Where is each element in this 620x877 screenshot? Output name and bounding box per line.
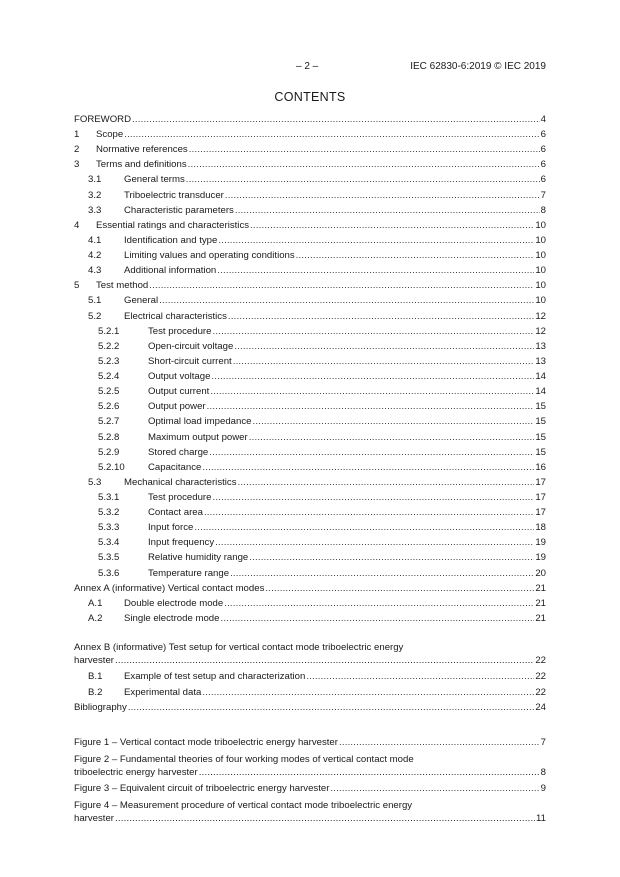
toc-entry-title: Limiting values and operating conditions	[124, 250, 295, 262]
toc-entry-title: Short-circuit current	[148, 355, 232, 367]
toc-entry-title: Contact area	[148, 507, 203, 519]
toc-entry-title: Input frequency	[148, 537, 215, 549]
toc-entry[interactable]	[74, 521, 546, 534]
toc-entry-title: Output current	[148, 386, 210, 398]
figure-title: Figure 2 – Fundamental theories of four working modes of vertical contact mode	[74, 754, 414, 765]
toc-entry-number: 5.3.4	[98, 537, 120, 549]
toc-entry[interactable]	[74, 431, 546, 444]
toc-entry-number: A.1	[88, 597, 103, 609]
toc-leader	[188, 158, 540, 171]
toc-entry-page: 13	[535, 340, 546, 352]
document-id: IEC 62830-6:2019 © IEC 2019	[410, 61, 546, 72]
toc-entry[interactable]	[74, 189, 546, 202]
figure-entry-1[interactable]	[74, 736, 546, 749]
toc-leader	[212, 325, 534, 338]
toc-entry-title: Terms and definitions	[96, 159, 187, 171]
toc-entry-page: 15	[535, 431, 546, 443]
toc-entry-title: General	[124, 295, 159, 307]
toc-entry-number: 5.2.10	[98, 461, 125, 473]
toc-leader	[249, 431, 535, 444]
figure-entry-4[interactable]	[74, 799, 546, 825]
toc-entry-number: 4	[74, 219, 80, 231]
toc-entry[interactable]	[74, 597, 546, 610]
toc-leader	[296, 249, 535, 262]
toc-entry-number: 5.2.6	[98, 401, 120, 413]
toc-leader	[207, 400, 535, 413]
toc-entry-title: Mechanical characteristics	[124, 476, 237, 488]
toc-leader	[220, 612, 534, 625]
toc-entry-page: 6	[540, 174, 546, 186]
toc-entry-page: 14	[535, 371, 546, 383]
toc-entry-number: 5.2.4	[98, 371, 120, 383]
toc-leader	[132, 113, 540, 126]
toc-entry-title: Test procedure	[148, 492, 212, 503]
toc-entry-title: Characteristic parameters	[124, 204, 234, 216]
toc-entry-page: 21	[535, 597, 546, 609]
toc-entry-number: 5.2.5	[98, 386, 120, 398]
toc-leader	[124, 128, 539, 141]
toc-entry[interactable]	[74, 219, 546, 232]
toc-entry-title: FOREWORD	[74, 114, 132, 125]
figure-page: 7	[540, 737, 546, 748]
toc-leader	[189, 143, 540, 156]
toc-entry-page: 17	[535, 507, 546, 519]
toc-entry-title: Experimental data	[124, 686, 202, 698]
figure-title: Figure 4 – Measurement procedure of vertical contact mode triboelectric energy	[74, 800, 413, 811]
toc-entry-page: 20	[535, 567, 546, 579]
toc-entry-title: Capacitance	[148, 461, 202, 473]
toc-leader	[128, 701, 535, 714]
toc-entry-number: 5.2.2	[98, 340, 120, 352]
toc-entry-page: 6	[540, 144, 546, 156]
toc-entry-number: B.2	[88, 686, 103, 698]
toc-leader	[149, 279, 534, 292]
toc-entry-title: Output power	[148, 401, 206, 413]
toc-entry[interactable]	[74, 612, 546, 625]
toc-entry-title: Annex B (informative) Test setup for vertical contact mode triboelectric energy	[74, 642, 404, 653]
toc-leader	[186, 173, 540, 186]
toc-entry-page: 15	[535, 416, 546, 428]
toc-entry-title: Essential ratings and characteristics	[96, 219, 250, 231]
toc-entry-title: Electrical characteristics	[124, 310, 227, 322]
toc-entry-number: 1	[74, 129, 80, 141]
toc-leader	[211, 370, 534, 383]
toc-leader	[204, 506, 534, 519]
figure-title-cont: triboelectric energy harvester	[74, 767, 198, 778]
toc-leader	[339, 736, 540, 749]
toc-entry-number: B.1	[88, 671, 103, 682]
toc-leader	[209, 446, 534, 459]
toc-entry-page: 17	[535, 492, 546, 503]
toc-leader	[306, 670, 534, 683]
toc-entry[interactable]	[74, 310, 546, 323]
toc-leader	[199, 766, 540, 779]
figure-title: Figure 3 – Equivalent circuit of triboelectric energy harvester	[74, 783, 330, 794]
toc-entry-page: 15	[535, 401, 546, 413]
toc-entry[interactable]	[74, 279, 546, 292]
toc-entry-page: 13	[535, 355, 546, 367]
toc-entry-page: 8	[540, 204, 546, 216]
toc-entry-page: 19	[535, 552, 546, 564]
toc-entry-page: 10	[535, 295, 546, 307]
toc-entry-number: 3.1	[88, 174, 102, 186]
toc-entry[interactable]	[74, 491, 546, 504]
toc-entry-page: 12	[535, 310, 546, 322]
toc-entry-number: 5.2.7	[98, 416, 120, 428]
toc-entry-page: 22	[535, 686, 546, 698]
toc-entry-title: Identification and type	[124, 234, 218, 246]
toc-entry-page: 17	[535, 476, 546, 488]
toc-leader	[202, 461, 534, 474]
toc-leader	[252, 415, 534, 428]
toc-entry[interactable]	[74, 461, 546, 474]
page-header	[0, 61, 620, 75]
toc-leader	[250, 219, 534, 232]
toc-entry[interactable]	[74, 173, 546, 186]
toc-entry[interactable]	[74, 113, 546, 126]
page-number: – 2 –	[296, 61, 319, 72]
toc-entry-page: 10	[535, 280, 546, 292]
toc-entry-number: 5.2.9	[98, 446, 120, 458]
toc-entry[interactable]	[74, 446, 546, 459]
toc-entry-number: 5.3.5	[98, 552, 120, 564]
toc-entry-title: Stored charge	[148, 446, 209, 458]
toc-leader	[235, 204, 540, 217]
toc-leader	[330, 782, 539, 795]
toc-entry[interactable]	[74, 325, 546, 338]
figure-title-cont: harvester	[74, 813, 114, 824]
toc-entry-title: Double electrode mode	[124, 597, 224, 609]
toc-leader	[234, 340, 534, 353]
figure-page: 9	[540, 783, 546, 794]
toc-entry-title: Normative references	[96, 144, 188, 156]
toc-entry-page: 19	[535, 537, 546, 549]
toc-entry-title: Relative humidity range	[148, 552, 249, 564]
toc-entry-page: 10	[535, 250, 546, 262]
toc-entry-number: 5.3	[88, 476, 102, 488]
toc-entry-title: Annex A (informative) Vertical contact modes	[74, 582, 265, 594]
toc-entry-number: 3	[74, 159, 80, 171]
toc-entry[interactable]	[74, 536, 546, 549]
toc-entry-number: 5.3.6	[98, 567, 120, 579]
toc-entry-number: 5.2	[88, 310, 102, 322]
toc-entry[interactable]	[74, 686, 546, 699]
toc-entry-title: Maximum output power	[148, 431, 248, 443]
toc-entry[interactable]	[74, 551, 546, 564]
toc-entry[interactable]	[74, 128, 546, 141]
figure-entry-3[interactable]	[74, 782, 546, 795]
toc-entry-title: Triboelectric transducer	[124, 189, 224, 201]
toc-leader	[218, 234, 534, 247]
toc-entry-page: 6	[540, 129, 546, 141]
toc-entry-title: Input force	[148, 522, 194, 534]
toc-leader	[228, 310, 534, 323]
toc-leader	[249, 551, 534, 564]
toc-entry-title: Bibliography	[74, 702, 127, 713]
toc-entry-page: 18	[535, 522, 546, 534]
toc-entry-page: 4	[540, 114, 546, 125]
toc-leader	[115, 654, 534, 667]
toc-entry-page: 14	[535, 386, 546, 398]
toc-leader	[215, 536, 534, 549]
toc-leader	[217, 264, 534, 277]
toc-leader	[238, 476, 535, 489]
toc-entry[interactable]	[74, 385, 546, 398]
toc-leader	[115, 812, 535, 825]
toc-entry[interactable]	[74, 294, 546, 307]
toc-entry[interactable]	[74, 370, 546, 383]
toc-entry-page: 10	[535, 219, 546, 231]
figure-page: 11	[536, 813, 546, 824]
figure-title: Figure 1 – Vertical contact mode triboelectric energy harvester	[74, 737, 338, 748]
toc-entry[interactable]	[74, 158, 546, 171]
toc-entry[interactable]	[74, 340, 546, 353]
toc-entry-title: General terms	[124, 174, 185, 186]
toc-entry-page: 10	[535, 234, 546, 246]
toc-leader	[210, 385, 534, 398]
toc-entry[interactable]	[74, 567, 546, 580]
toc-entry[interactable]	[74, 670, 546, 683]
toc-entry-number: 2	[74, 144, 80, 156]
toc-entry[interactable]	[74, 582, 546, 595]
toc-entry-page: 12	[535, 325, 546, 337]
toc-entry-page: 21	[535, 582, 546, 594]
toc-entry-number: 5.3.2	[98, 507, 120, 519]
toc-entry-title: Test procedure	[148, 325, 212, 337]
toc-entry[interactable]	[74, 400, 546, 413]
toc-leader	[230, 567, 534, 580]
toc-leader	[225, 189, 540, 202]
toc-entry-number: 5.2.8	[98, 431, 120, 443]
toc-entry-page: 22	[535, 671, 546, 682]
toc-entry[interactable]	[74, 249, 546, 262]
toc-entry-number: 5.3.1	[98, 492, 120, 503]
toc-entry-title: Test method	[96, 280, 149, 292]
toc-entry[interactable]	[74, 476, 546, 489]
toc-leader	[159, 294, 534, 307]
toc-entry[interactable]	[74, 234, 546, 247]
toc-entry[interactable]	[74, 204, 546, 217]
toc-entry[interactable]	[74, 415, 546, 428]
toc-entry-number: 5.2.1	[98, 325, 120, 337]
toc-entry-number: 3.3	[88, 204, 102, 216]
toc-entry-title: Example of test setup and characterization	[124, 671, 306, 682]
toc-entry-number: 5.2.3	[98, 355, 120, 367]
toc-entry-page: 21	[535, 612, 546, 624]
toc-entry-title: Temperature range	[148, 567, 230, 579]
toc-entry-page: 7	[540, 189, 546, 201]
toc-leader	[265, 582, 534, 595]
toc-entry-title: Optimal load impedance	[148, 416, 252, 428]
toc-leader	[202, 686, 534, 699]
toc-entry-title: Open-circuit voltage	[148, 340, 234, 352]
toc-entry-title: Additional information	[124, 265, 217, 277]
figure-entry-2[interactable]	[74, 753, 546, 779]
toc-entry-page: 22	[535, 655, 546, 666]
toc-leader	[212, 491, 534, 504]
toc-entry-number: 4.2	[88, 250, 102, 262]
toc-entry-number: A.2	[88, 612, 103, 624]
toc-entry[interactable]	[74, 143, 546, 156]
toc-entry-number: 4.3	[88, 265, 102, 277]
toc-entry-number: 5.3.3	[98, 522, 120, 534]
toc-entry-page: 10	[535, 265, 546, 277]
toc-entry-number: 5	[74, 280, 80, 292]
toc-entry-page: 15	[535, 446, 546, 458]
toc-entry-annex-b[interactable]	[74, 641, 546, 667]
toc-entry-number: 5.1	[88, 295, 102, 307]
toc-entry[interactable]	[74, 355, 546, 368]
toc-leader	[233, 355, 535, 368]
toc-leader	[194, 521, 534, 534]
toc-entry-number: 3.2	[88, 189, 102, 201]
contents-title: CONTENTS	[274, 90, 346, 104]
toc-entry[interactable]	[74, 264, 546, 277]
toc-entry-page: 6	[540, 159, 546, 171]
toc-entry-page: 24	[535, 702, 546, 713]
toc-entry-title: Output voltage	[148, 371, 211, 383]
toc-entry-title: Single electrode mode	[124, 612, 220, 624]
toc-entry-title: Scope	[96, 129, 124, 141]
toc-entry[interactable]	[74, 701, 546, 714]
toc-leader	[224, 597, 534, 610]
toc-entry-title-cont: harvester	[74, 655, 114, 666]
figure-page: 8	[540, 767, 546, 778]
toc-entry[interactable]	[74, 506, 546, 519]
toc-entry-page: 16	[535, 461, 546, 473]
toc-entry-number: 4.1	[88, 234, 102, 246]
